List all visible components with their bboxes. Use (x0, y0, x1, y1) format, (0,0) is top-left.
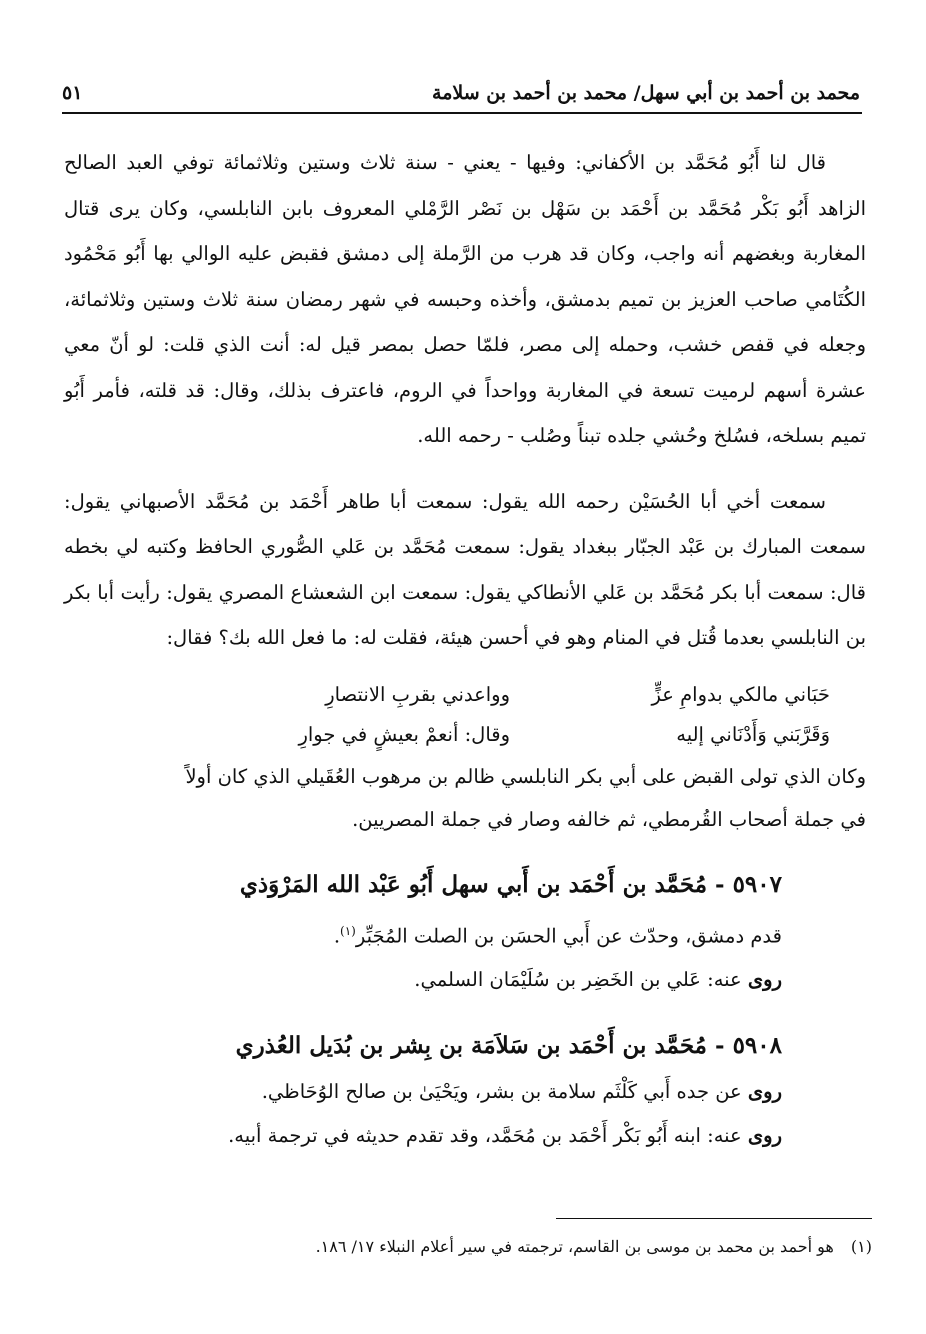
paragraph: سمعت أخي أبا الحُسَيْن رحمه الله يقول: سمعت أبا طاهر أَحْمَد بن مُحَمَّد الأصبهاني يقول: سمعت المبارك بن عَبْد الجبّار ببغداد يقول: سمعت مُحَمَّد بن عَلي الصُّوري الحافظ وكتبه لي بخطه قال: سمعت أبا بكر مُحَمَّد بن عَلي الأنطاكي يقول: سمعت ابن الشعشاع المصري يقول: رأيت أبا بكر بن النابلسي بعدما قُتل في المنام وهو في أحسن هيئة، فقلت له: ما فعل الله بك؟ فقال: (64, 489, 866, 649)
entry-line (64, 958, 866, 1002)
running-title: محمد بن أحمد بن أبي سهل/ محمد بن أحمد بن سلامة (432, 82, 860, 104)
footnote-text: هو أحمد بن محمد بن موسى بن القاسم، ترجمته في سير أعلام النبلاء ١٧/ ١٨٦. (315, 1237, 834, 1256)
poem-verse (64, 715, 866, 755)
main-text (64, 140, 866, 1158)
entry-lead: روى (747, 968, 782, 991)
running-head (62, 68, 860, 104)
entry-text: عنه: ابنه أَبُو بَكْر أَحْمَد بن مُحَمَّد، وقد تقدم حديثه في ترجمة أبيه. (228, 1124, 748, 1147)
poem-hemistich: حَبَاني مالكي بدوامِ عزٍّ (651, 682, 830, 706)
biography-entry (64, 861, 866, 1003)
footnote-ref[interactable]: (١) (340, 923, 356, 938)
poem (64, 675, 866, 755)
header-rule (62, 112, 862, 114)
entry-text: قدم دمشق، وحدّث عن أَبي الحسَن بن الصلت المُجَبِّر (355, 924, 782, 947)
poem-hemistich: وواعدني بقربِ الانتصارِ (325, 682, 510, 706)
paragraph: قال لنا أَبُو مُحَمَّد بن الأكفاني: وفيها - يعني - سنة ثلاث وستين وثلاثمائة توفي العبد الصالح الزاهد أَبُو بَكْر مُحَمَّد بن أَحْمَد بن سَهْل بن نَصْر الرَّمْلي المعروف بابن النابلسي، وكان يرى قتال المغاربة وبغضهم أنه واجب، وكان قد هرب من الرَّملة إلى دمشق فقبض عليه الوالي بها أَبُو مَحْمُود الكُتَامي صاحب العزيز بن تميم بدمشق، وأخذه وحبسه في شهر رمضان سنة ثلاث وستين وثلاثمائة، وجعله في قفص خشب، وحمله إلى مصر، فلمّا حصل بمصر قيل له: أنت الذي قلت: لو أنّ معي عشرة أسهم لرميت تسعة في المغاربة وواحداً في الروم، فاعترف بذلك، وقال: قد قلته، فأمر أَبُو تميم بسلخه، فسُلخ وحُشي جلده تبناً وصُلب - رحمه الله. (64, 151, 866, 447)
page-number: ٥١ (62, 82, 83, 104)
entry-lead: روى (747, 1124, 782, 1147)
footnote-mark: (١) (850, 1237, 872, 1256)
poem-verse (64, 675, 866, 715)
paragraph-line: في جملة أصحاب القُرمطي، ثم خالفه وصار في جملة المصريين. (352, 807, 866, 831)
entry-text: عن جده أَبي كَلْثَم سلامة بن بشر، ويَحْيَىٰ بن صالح الوُحَاظي. (261, 1080, 748, 1103)
footnote (60, 1234, 872, 1260)
poem-hemistich: وَقَرَّبَني وَأَدْنَاني إليه (676, 722, 830, 746)
entry-text-end: . (333, 924, 341, 947)
entry-line (64, 909, 866, 959)
entry-line (64, 1070, 866, 1114)
entry-text: عنه: عَلي بن الخَضِر بن سُلَيْمَان السلمي. (414, 968, 748, 991)
poem-hemistich: وقال: أنعمْ بعيشٍ في جوارِ (298, 722, 510, 746)
biography-entry (64, 1022, 866, 1158)
entry-line (64, 1114, 866, 1158)
entry-heading: ٥٩٠٧ - مُحَمَّد بن أَحْمَد بن أَبي سهل أَبُو عَبْد الله المَرْوَذي (239, 870, 782, 898)
paragraph-line: وكان الذي تولى القبض على أبي بكر النابلسي ظالم بن مرهوب العُقَيلي الذي كان أولاً (185, 764, 866, 788)
entry-lead: روى (747, 1080, 782, 1103)
footnote-rule (556, 1218, 872, 1219)
entry-heading: ٥٩٠٨ - مُحَمَّد بن أَحْمَد بن سَلاَمَة بن بِشر بن بُدَيل العُذري (235, 1032, 782, 1059)
